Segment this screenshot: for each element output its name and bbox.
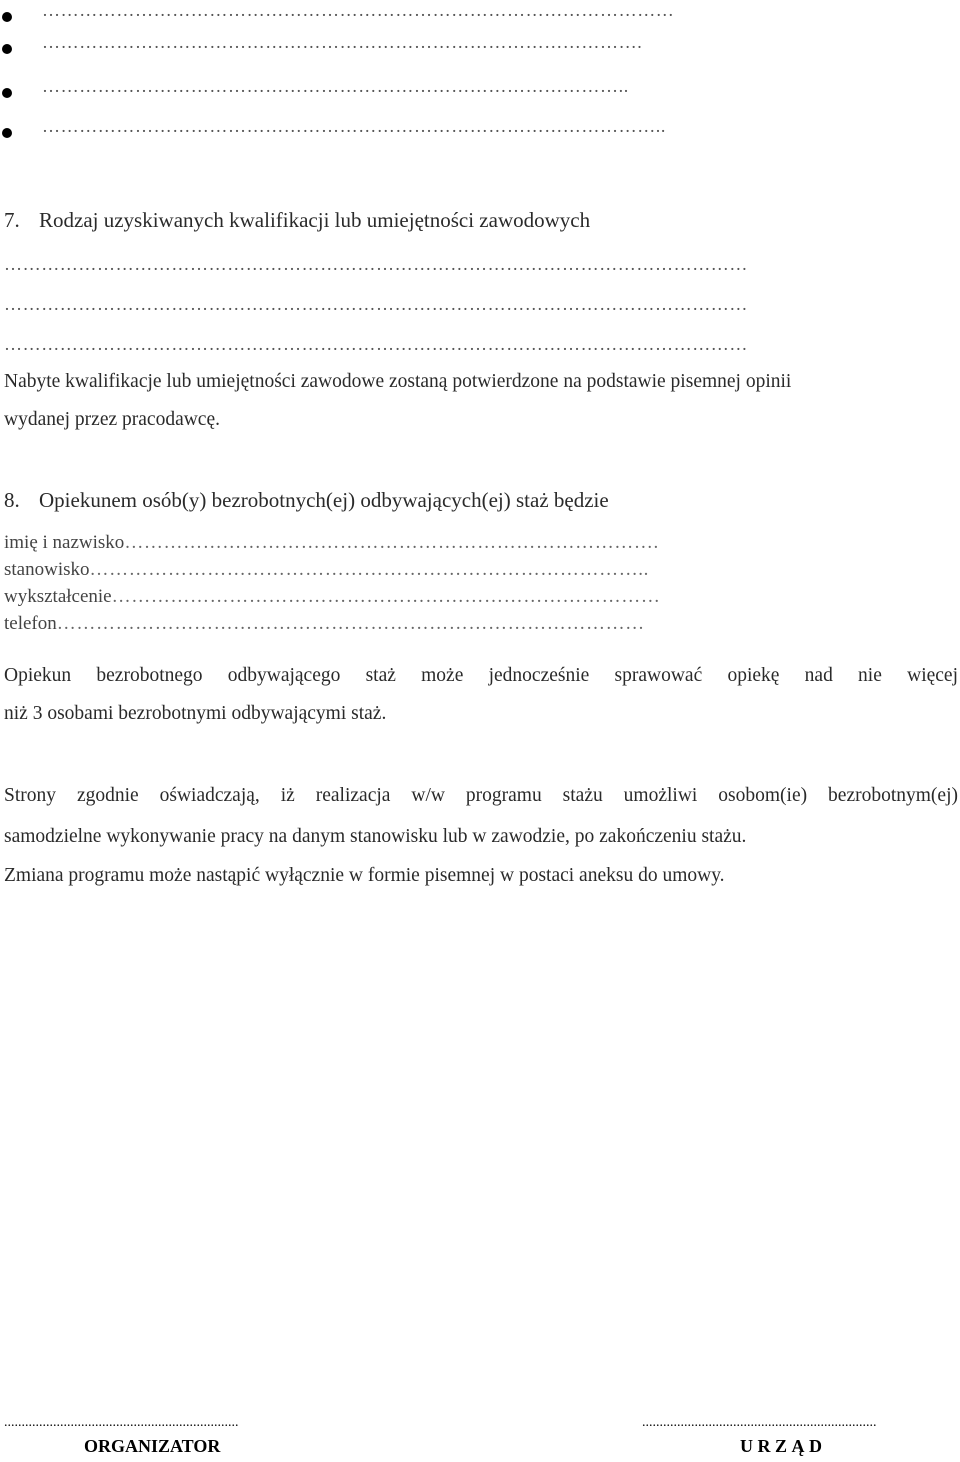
fill-line: ………………………………………………………………………………………………………… — [4, 334, 748, 354]
field-label: imię i nazwisko — [4, 532, 125, 553]
qualification-note-line: wydanej przez pracodawcę. — [4, 409, 220, 430]
mentor-note-line: Opiekun bezrobotnego odbywającego staż może jednocześnie sprawować opiekę nad nie więcej — [4, 665, 958, 686]
signature-label-office: U R Z Ą D — [740, 1436, 823, 1456]
field-label: wykształcenie — [4, 586, 112, 607]
closing-line: samodzielne wykonywanie pracy na danym stanowisku lub w zawodzie, po zakończeniu stażu. — [4, 826, 747, 847]
list-item — [0, 0, 960, 30]
list-item — [0, 116, 960, 146]
field-phone — [4, 613, 645, 635]
field-position — [4, 559, 649, 581]
section-title: Rodzaj uzyskiwanych kwalifikacji lub umiejętności zawodowych — [39, 208, 591, 232]
fill-dots: ………………………………………………………………………….. — [89, 559, 649, 580]
signature-line-organizer: ................................................................... — [4, 1415, 239, 1430]
fill-dots: ………………………………………………………………………… — [111, 586, 661, 607]
bullet-icon — [2, 88, 12, 98]
section-7-heading — [4, 208, 590, 233]
dotted-fill-line: ……………………………………………………………………………………….. — [42, 116, 666, 136]
fill-line: ………………………………………………………………………………………………………… — [4, 254, 748, 274]
bullet-icon — [2, 12, 12, 22]
field-name — [4, 532, 659, 554]
bullet-icon — [2, 44, 12, 54]
dotted-fill-line: ………………………………………………………………………………….. — [42, 76, 629, 96]
field-label: stanowisko — [4, 559, 90, 580]
section-number: 8. — [4, 488, 20, 512]
mentor-note-line: niż 3 osobami bezrobotnymi odbywającymi staż. — [4, 703, 387, 724]
signature-line-office: ................................................................... — [642, 1415, 877, 1430]
list-item — [0, 32, 960, 62]
field-label: telefon — [4, 613, 57, 634]
dotted-fill-line: ………………………………………………………………………………………… — [42, 0, 675, 20]
dotted-fill-line: ……………………………………………………………………………………. — [42, 32, 643, 52]
closing-line: Zmiana programu może nastąpić wyłącznie w formie pisemnej w postaci aneksu do umowy. — [4, 865, 725, 886]
closing-line: Strony zgodnie oświadczają, iż realizacja w/w programu stażu umożliwi osobom(ie) bezrobotnym(ej) — [4, 785, 958, 806]
signature-label-organizer: ORGANIZATOR — [84, 1436, 221, 1456]
field-education — [4, 586, 660, 608]
fill-dots: ………………………………………………………………………. — [124, 532, 659, 553]
fill-line: ………………………………………………………………………………………………………… — [4, 294, 748, 314]
section-title: Opiekunem osób(y) bezrobotnych(ej) odbywających(ej) staż będzie — [39, 488, 609, 512]
list-item — [0, 76, 960, 106]
section-8-heading — [4, 488, 609, 513]
fill-dots: ……………………………………………………………………………… — [56, 613, 645, 634]
bullet-icon — [2, 128, 12, 138]
section-number: 7. — [4, 208, 20, 232]
qualification-note-line: Nabyte kwalifikacje lub umiejętności zawodowe zostaną potwierdzone na podstawie pisemnej opinii — [4, 371, 792, 392]
